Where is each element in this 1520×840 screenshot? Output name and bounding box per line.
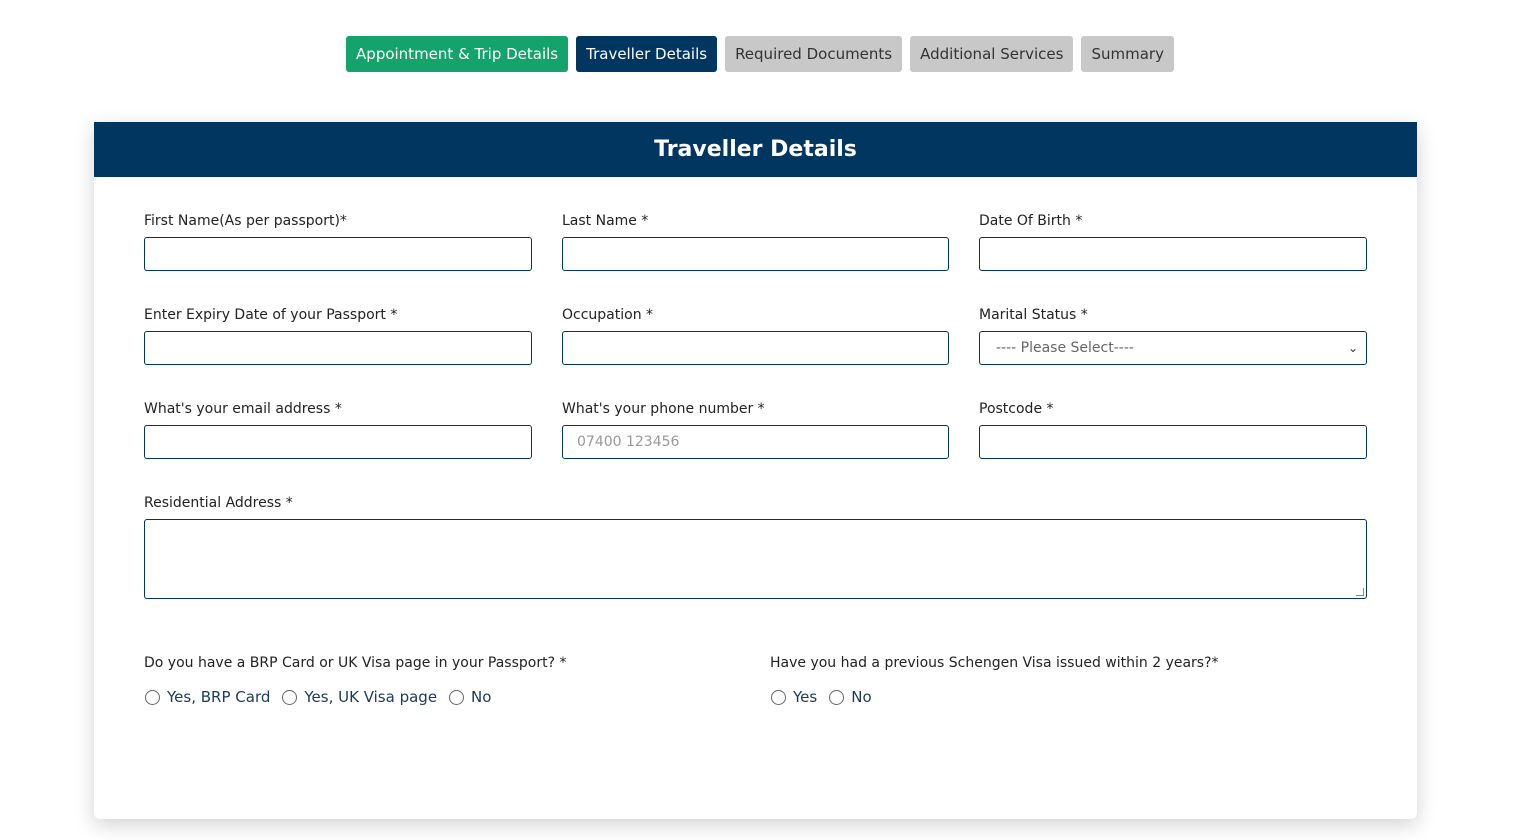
step-traveller-details[interactable]: Traveller Details [576, 36, 717, 72]
card-title: Traveller Details [94, 122, 1417, 177]
email-label: What's your email address * [144, 401, 342, 417]
passport-expiry-input[interactable] [144, 331, 532, 365]
schengen-question: Have you had a previous Schengen Visa issued within 2 years?* [770, 655, 1219, 671]
radio-icon[interactable] [771, 690, 786, 705]
marital-status-label: Marital Status * [979, 307, 1088, 323]
brp-radio-group [145, 688, 503, 706]
progress-steps [0, 36, 1520, 72]
postcode-label: Postcode * [979, 401, 1054, 417]
brp-option-no[interactable]: No [449, 688, 491, 706]
dob-input[interactable] [979, 237, 1367, 271]
radio-icon[interactable] [449, 690, 464, 705]
occupation-label: Occupation * [562, 307, 654, 323]
passport-expiry-label: Enter Expiry Date of your Passport * [144, 307, 398, 323]
chevron-down-icon: ⌄ [1347, 341, 1358, 355]
resize-handle-icon[interactable] [1356, 588, 1364, 596]
marital-status-select[interactable] [979, 331, 1367, 365]
schengen-option-no[interactable]: No [829, 688, 871, 706]
radio-icon[interactable] [145, 690, 160, 705]
email-input[interactable] [144, 425, 532, 459]
schengen-radio-group [771, 688, 884, 706]
step-additional-services[interactable]: Additional Services [910, 36, 1073, 72]
last-name-input[interactable] [562, 237, 949, 271]
schengen-option-yes[interactable]: Yes [771, 688, 817, 706]
phone-label: What's your phone number * [562, 401, 765, 417]
address-label: Residential Address * [144, 495, 293, 511]
brp-option-card[interactable]: Yes, BRP Card [145, 688, 270, 706]
first-name-label: First Name(As per passport)* [144, 213, 347, 229]
occupation-input[interactable] [562, 331, 949, 365]
brp-question: Do you have a BRP Card or UK Visa page in your Passport? * [144, 655, 567, 671]
last-name-label: Last Name * [562, 213, 649, 229]
radio-icon[interactable] [829, 690, 844, 705]
brp-option-visa-page[interactable]: Yes, UK Visa page [282, 688, 437, 706]
radio-icon[interactable] [282, 690, 297, 705]
phone-input[interactable] [562, 425, 949, 459]
address-textarea[interactable] [144, 519, 1367, 599]
step-appointment-trip-details[interactable]: Appointment & Trip Details [346, 36, 568, 72]
dob-label: Date Of Birth * [979, 213, 1083, 229]
step-required-documents[interactable]: Required Documents [725, 36, 902, 72]
marital-status-value: ---- Please Select---- [996, 340, 1134, 356]
step-summary[interactable]: Summary [1081, 36, 1174, 72]
first-name-input[interactable] [144, 237, 532, 271]
postcode-input[interactable] [979, 425, 1367, 459]
traveller-details-card [94, 122, 1417, 819]
